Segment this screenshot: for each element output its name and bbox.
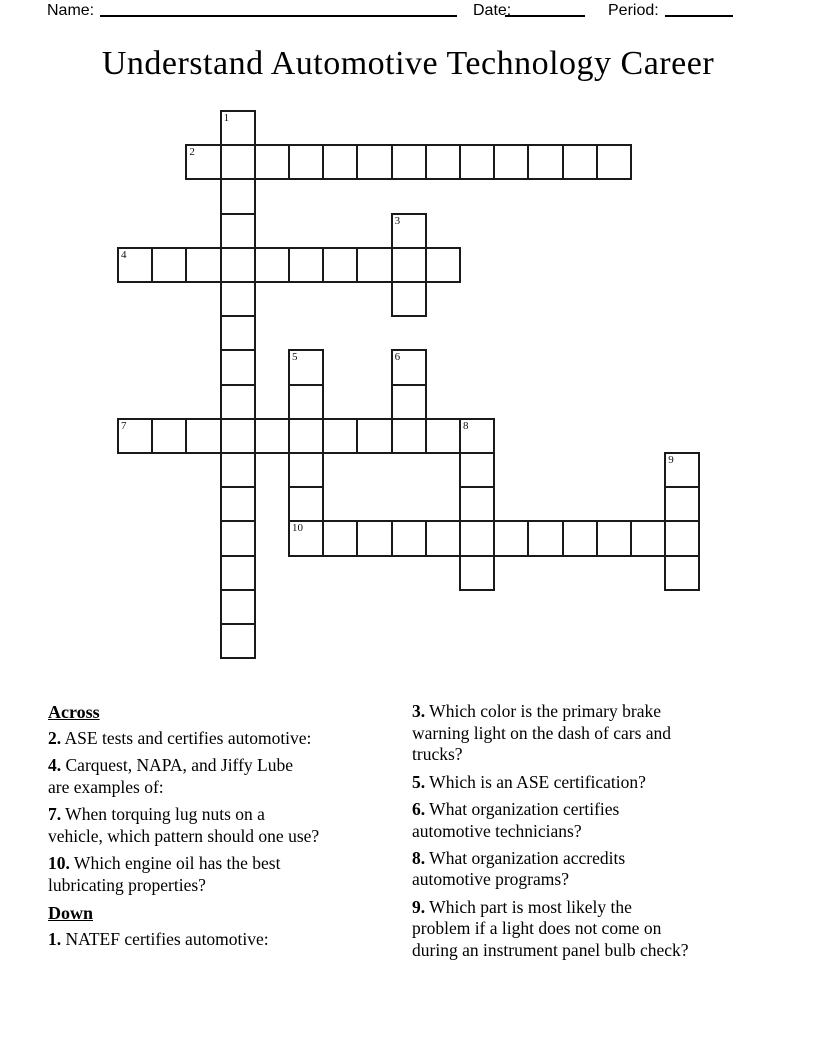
cell-1-5[interactable] [288,144,324,180]
cell-3-8[interactable] [391,213,427,249]
cell-10-3[interactable] [220,452,256,488]
cell-4-3[interactable] [220,247,256,283]
cell-4-9[interactable] [425,247,461,283]
down-heading: Down [48,902,94,923]
cell-12-16[interactable] [664,520,700,556]
cell-6-3[interactable] [220,315,256,351]
cell-11-3[interactable] [220,486,256,522]
cell-10-5[interactable] [288,452,324,488]
cell-14-3[interactable] [220,589,256,625]
clue-number: 7. [48,804,62,825]
cell-9-3[interactable] [220,418,256,454]
cell-1-8[interactable] [391,144,427,180]
cell-number: 7 [121,419,127,432]
cell-4-4[interactable] [254,247,290,283]
clue-down-3: 3. Which color is the primary brake warning light on the dash of cars and trucks? [412,701,672,765]
cell-1-4[interactable] [254,144,290,180]
cell-9-0[interactable] [117,418,153,454]
cell-11-10[interactable] [459,486,495,522]
clue-number: 10. [48,853,70,874]
cell-number: 9 [668,454,674,466]
clue-down-5: 5. Which is an ASE certification? [412,771,646,792]
cell-12-14[interactable] [596,520,632,556]
clue-across-4: 4. Carquest, NAPA, and Jiffy Lube are examples of: [48,755,293,797]
cell-1-12[interactable] [527,144,563,180]
cell-3-3[interactable] [220,213,256,249]
cell-9-4[interactable] [254,418,290,454]
cell-12-10[interactable] [459,520,495,556]
cell-12-7[interactable] [356,520,392,556]
cell-7-3[interactable] [220,349,256,385]
clue-across-7: 7. When torquing lug nuts on a vehicle, which pattern should one use? [48,804,320,846]
clue-number: 2. [48,728,62,748]
cell-4-5[interactable] [288,247,324,283]
cell-4-1[interactable] [151,247,187,283]
cell-15-3[interactable] [220,623,256,659]
cell-number: 5 [292,351,298,364]
cell-5-8[interactable] [391,281,427,317]
clue-number: 4. [48,755,62,776]
cell-4-2[interactable] [185,247,221,283]
page-title: Understand Automotive Technology Career [101,45,715,82]
clue-down-9: 9. Which part is most likely the problem if a light does not come on during an instrument panel bulb check? [412,896,689,961]
cell-number: 10 [292,522,303,535]
cell-1-10[interactable] [459,144,495,180]
cell-12-5[interactable] [288,520,324,556]
period-label: Period: [608,2,659,19]
cell-1-7[interactable] [356,144,392,180]
cell-number: 3 [394,214,401,227]
clue-down-6: 6. What organization certifies automotive technicians? [412,798,620,841]
cell-9-5[interactable] [288,418,324,454]
date-label: Date: [473,2,512,19]
clues-column-left [48,701,404,956]
cell-9-7[interactable] [356,418,392,454]
cell-8-8[interactable] [391,384,427,420]
clue-across-10: 10. Which engine oil has the best lubricating properties? [48,853,281,895]
cell-12-12[interactable] [527,520,563,556]
clue-down-1: 1. NATEF certifies automotive: [48,928,269,949]
clue-number: 5. [412,771,426,792]
cell-number: 1 [223,112,230,124]
across-heading: Across [48,702,100,722]
cell-9-8[interactable] [391,418,427,454]
cell-8-3[interactable] [220,384,256,420]
clue-number: 6. [412,798,426,819]
cell-number: 4 [121,248,127,261]
cell-10-16[interactable] [664,452,700,488]
cell-7-5[interactable] [288,349,324,385]
cell-2-3[interactable] [220,178,256,214]
cell-4-7[interactable] [356,247,392,283]
cell-9-10[interactable] [459,418,495,454]
cell-9-6[interactable] [322,418,358,454]
cell-12-13[interactable] [562,520,598,556]
cell-9-2[interactable] [185,418,221,454]
cell-number: 2 [189,146,195,159]
cell-13-3[interactable] [220,555,256,591]
cell-11-5[interactable] [288,486,324,522]
clue-number: 3. [412,701,426,721]
cell-12-3[interactable] [220,520,256,556]
cell-number: 8 [463,419,469,432]
clue-across-2: 2. ASE tests and certifies automotive: [48,728,312,748]
cell-12-9[interactable] [425,520,461,556]
cell-1-3[interactable] [220,144,256,180]
clue-number: 1. [48,928,62,949]
cell-0-3[interactable] [220,110,256,146]
cell-8-5[interactable] [288,384,324,420]
cell-11-16[interactable] [664,486,700,522]
cell-1-11[interactable] [493,144,529,180]
cell-10-10[interactable] [459,452,495,488]
cell-13-16[interactable] [664,555,700,591]
cell-1-6[interactable] [322,144,358,180]
cell-4-8[interactable] [391,247,427,283]
cell-1-13[interactable] [562,144,598,180]
clue-down-8: 8. What organization accredits automotive programs? [412,847,626,890]
cell-1-14[interactable] [596,144,632,180]
cell-1-2[interactable] [185,144,221,180]
cell-13-10[interactable] [459,555,495,591]
cell-number: 6 [394,351,401,364]
clue-number: 9. [412,896,426,917]
cell-4-6[interactable] [322,247,358,283]
cell-9-1[interactable] [151,418,187,454]
cell-4-0[interactable] [117,247,153,283]
cell-9-9[interactable] [425,418,461,454]
cell-12-11[interactable] [493,520,529,556]
cell-5-3[interactable] [220,281,256,317]
cell-7-8[interactable] [391,349,427,385]
cell-12-15[interactable] [630,520,666,556]
cell-12-6[interactable] [322,520,358,556]
clues-column-right [412,701,768,967]
name-label: Name: [47,2,95,19]
clue-number: 8. [412,847,426,868]
cell-12-8[interactable] [391,520,427,556]
cell-1-9[interactable] [425,144,461,180]
